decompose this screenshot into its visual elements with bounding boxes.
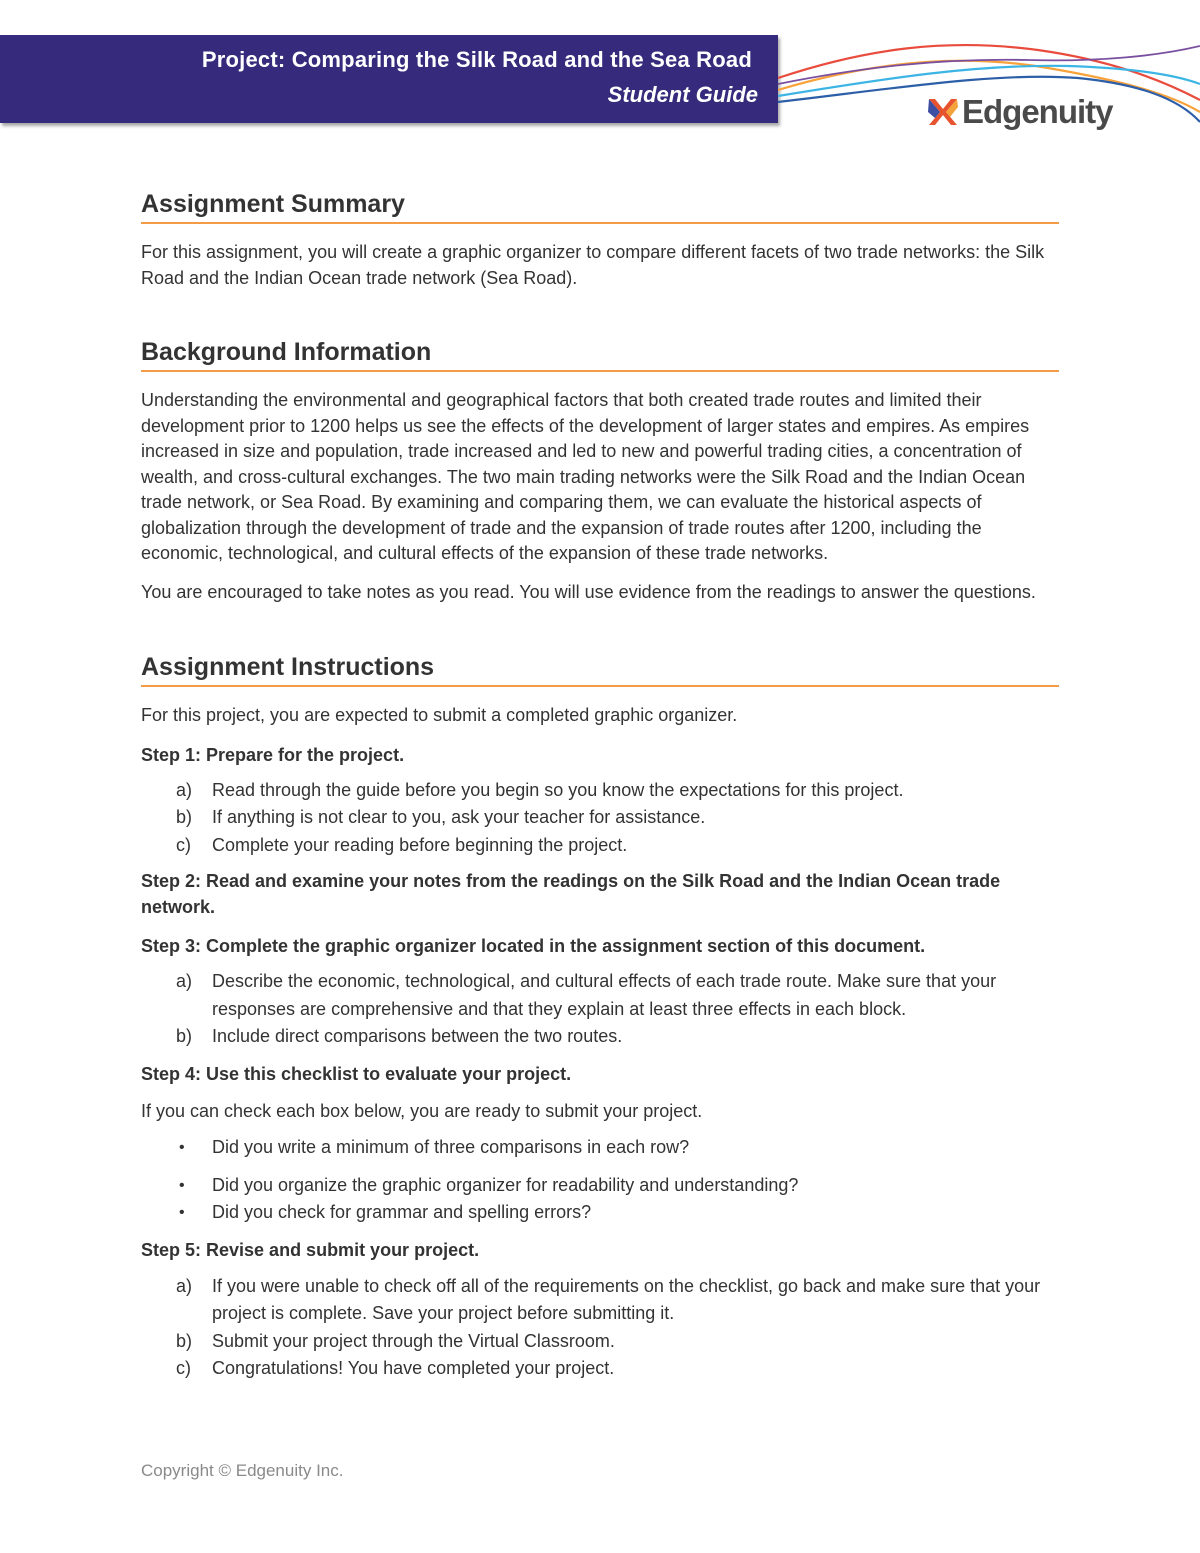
step-4-intro: If you can check each box below, you are ready to submit your project.: [141, 1100, 703, 1121]
list-item: c) Congratulations! You have completed your project.: [176, 1358, 615, 1378]
bullet-icon: •: [179, 1139, 185, 1156]
list-item: b) If anything is not clear to you, ask your teacher for assistance.: [176, 807, 706, 827]
copyright-footer: Copyright © Edgenuity Inc.: [141, 1461, 344, 1480]
checklist-item: • Did you write a minimum of three comparisons in each row?: [141, 1134, 1059, 1162]
step-2-title: Step 2: Read and examine your notes from the readings on the Silk Road and the Indian Ocean trade network.: [141, 871, 1001, 917]
logo-wordmark: Edgenuity: [962, 93, 1113, 130]
document-body: [141, 190, 1059, 1383]
list-item: b) Include direct comparisons between the two routes.: [176, 1026, 623, 1046]
step-5-list: [141, 1273, 1059, 1383]
bullet-icon: •: [179, 1176, 185, 1194]
document-title: Project: Comparing the Silk Road and the Sea Road: [201, 47, 752, 72]
edgenuity-logo: [926, 92, 1113, 132]
checklist-item: • Did you organize the graphic organizer for readability and understanding?: [141, 1172, 1059, 1200]
step-3-list: [141, 968, 1059, 1051]
document-subtitle: Student Guide: [607, 82, 758, 107]
summary-heading: Assignment Summary: [141, 190, 1059, 224]
list-item: a) Read through the guide before you begin so you know the expectations for this project.: [176, 779, 904, 800]
edgenuity-x-icon: [926, 95, 960, 129]
background-heading: Background Information: [141, 338, 1059, 372]
checklist-item: • Did you check for grammar and spelling errors?: [141, 1199, 1059, 1227]
bullet-icon: •: [179, 1204, 185, 1221]
step-1-title: Step 1: Prepare for the project.: [141, 744, 405, 765]
header-banner: [0, 35, 778, 123]
background-paragraph-1: Understanding the environmental and geographical factors that both created trade routes and limited their development prior to 1200 helps us see the effects of the development of larger states and empires. As empires increased in size and population, trade increased and led to new and powerful trading cities, a concentration of wealth, and cross-cultural exchanges. The two main trading networks were the Silk Road and the Indian Ocean trade network, or Sea Road. By examining and comparing them, we can evaluate the historical aspects of globalization through the development of trade and the expansion of trade routes after 1200, including the economic, technological, and cultural effects of the expansion of these trade networks.: [141, 390, 1030, 563]
step-1-list: [141, 777, 1059, 860]
list-item: a) Describe the economic, technological, and cultural effects of each trade route. Make sure that your responses are comprehensive and that they explain at least three effects in each block.: [176, 971, 997, 1019]
list-item: b) Submit your project through the Virtual Classroom.: [176, 1330, 615, 1351]
step-5-title: Step 5: Revise and submit your project.: [141, 1239, 480, 1260]
summary-text: For this assignment, you will create a graphic organizer to compare different facets of two trade networks: the Silk Road and the Indian Ocean trade network (Sea Road).: [141, 242, 1045, 288]
step-4-title: Step 4: Use this checklist to evaluate your project.: [141, 1063, 572, 1084]
step-3-title: Step 3: Complete the graphic organizer located in the assignment section of this document.: [141, 936, 926, 956]
background-paragraph-2: You are encouraged to take notes as you read. You will use evidence from the readings to answer the questions.: [141, 581, 1036, 602]
list-item: a) If you were unable to check off all of the requirements on the checklist, go back and make sure that your project is complete. Save your project before submitting it.: [176, 1275, 1041, 1323]
list-item: c) Complete your reading before beginning the project.: [176, 834, 628, 855]
instructions-heading: Assignment Instructions: [141, 653, 1059, 687]
instructions-intro: For this project, you are expected to submit a completed graphic organizer.: [141, 705, 738, 725]
step-4-checklist: [141, 1134, 1059, 1227]
